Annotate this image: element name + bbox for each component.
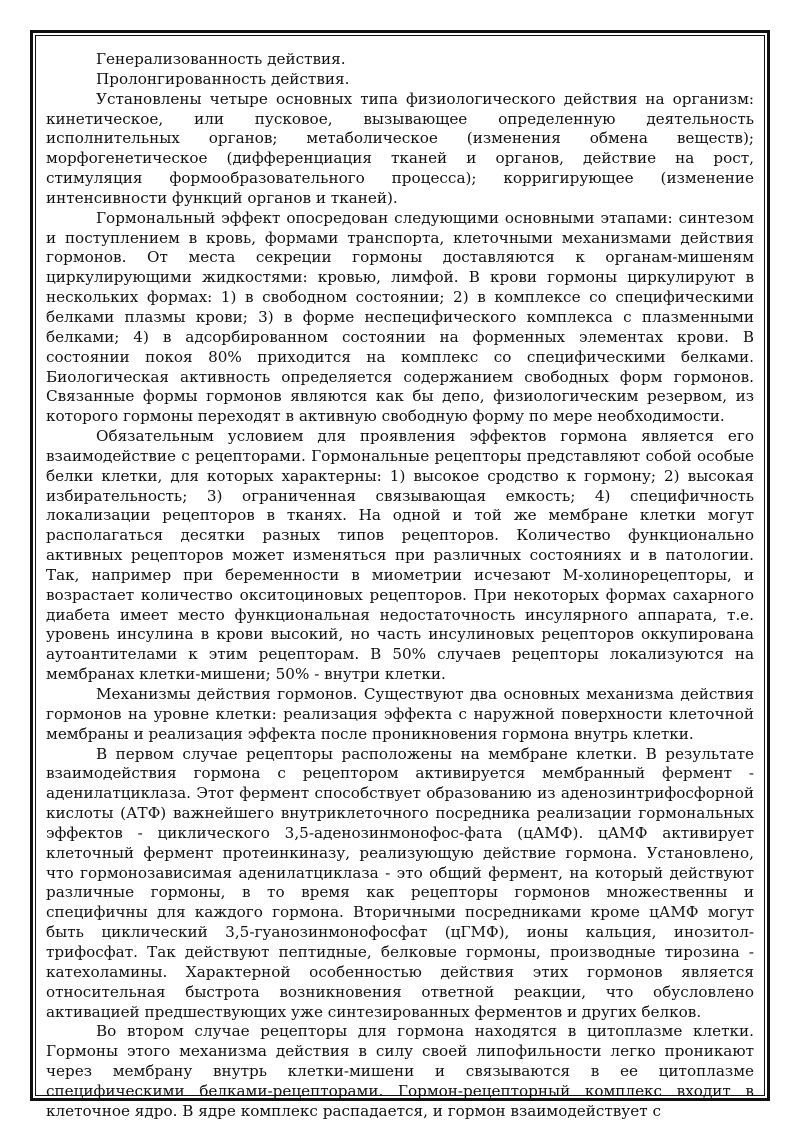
- paragraph-mechanisms: Механизмы действия гормонов. Существуют два основных механизма действия гормонов на уровне клетки: реализация эффекта с наружной поверхности клеточной мембраны и реализация эффекта после проникновения гормона внутрь клетки.: [46, 685, 754, 743]
- paragraph-receptors: Обязательным условием для проявления эффектов гормона является его взаимодействие с рецепторами. Гормональные рецепторы представляют собой особые белки клетки, для которых характерны: 1) высокое сродство к гормону; 2) высокая избирательность; 3) ограниченная связывающая емкость; 4) специфичность локализации рецепторов в тканях. На одной и той же мембране клетки могут располагаться десятки разных типов рецепторов. Количество функционально активных рецепторов может изменяться при различных состояниях и в патологии. Так, например при беременности в миометрии исчезают М-холинорецепторы, и возрастает количество окситоциновых рецепторов. При некоторых формах сахарного диабета имеет место функциональная недостаточность инсулярного аппарата, т.е. уровень инсулина в крови высокий, но часть инсулиновых рецепторов оккупирована аутоантителами к этим рецепторам. В 50% случаев рецепторы локализуются на мембранах клетки-мишени; 50% - внутри клетки.: [46, 427, 754, 684]
- paragraph-action-types: Установлены четыре основных типа физиологического действия на организм: кинетическое, или пусковое, вызывающее определенную деятельность исполнительных органов; метаболическое (изменения обмена веществ); морфогенетическое (дифференциация тканей и органов, действие на рост, стимуляция формообразовательного процесса); корригирующее (изменение интенсивности функций органов и тканей).: [46, 89, 754, 207]
- document-body: [46, 50, 754, 1120]
- paragraph-cytoplasm-receptors: Во втором случае рецепторы для гормона находятся в цитоплазме клетки. Гормоны этого механизма действия в силу своей липофильности легко проникают через мембрану внутрь клетки-мишени и связываются в ее цитоплазме специфическими белками-рецепторами. Гормон-рецепторный комплекс входит в клеточное ядро. В ядре комплекс распадается, и гормон взаимодействует с: [46, 1022, 754, 1120]
- paragraph-prolongation: Пролонгированность действия.: [96, 69, 350, 88]
- paragraph-generalization: Генерализованность действия.: [96, 50, 346, 68]
- paragraph-membrane-receptors: В первом случае рецепторы расположены на мембране клетки. В результате взаимодействия гормона с рецептором активируется мембранный фермент - аденилатциклаза. Этот фермент способствует образованию из аденозинтрифосфорной кислоты (АТФ) важнейшего внутриклеточного посредника реализации гормональных эффектов - циклического 3,5-аденозинмонофос-фата (цАМФ). цАМФ активирует клеточный фермент протеинкиназу, реализующую действие гормона. Установлено, что гормонозависимая аденилатциклаза - это общий фермент, на который действуют различные гормоны, в то время как рецепторы гормонов множественны и специфичны для каждого гормона. Вторичными посредниками кроме цАМФ могут быть циклический 3,5-гуанозинмонофосфат (цГМФ), ионы кальция, инозитол-трифосфат. Так действуют пептидные, белковые гормоны, производные тирозина - катехоламины. Характерной особенностью действия этих гормонов является относительная быстрота возникновения ответной реакции, что обусловлено активацией предшествующих уже синтезированных ферментов и других белков.: [46, 744, 754, 1021]
- paragraph-hormonal-effect: Гормональный эффект опосредован следующими основными этапами: синтезом и поступлением в кровь, формами транспорта, клеточными механизмами действия гормонов. От места секреции гормоны доставляются к органам-мишеням циркулирующими жидкостями: кровью, лимфой. В крови гормоны циркулируют в нескольких формах: 1) в свободном состоянии; 2) в комплексе со специфическими белками плазмы крови; 3) в форме неспецифического комплекса с плазменными белками; 4) в адсорбированном состоянии на форменных элементах крови. В состоянии покоя 80% приходится на комплекс со специфическими белками. Биологическая активность определяется содержанием свободных форм гормонов. Связанные формы гормонов являются как бы депо, физиологическим резервом, из которого гормоны переходят в активную свободную форму по мере необходимости.: [46, 208, 754, 426]
